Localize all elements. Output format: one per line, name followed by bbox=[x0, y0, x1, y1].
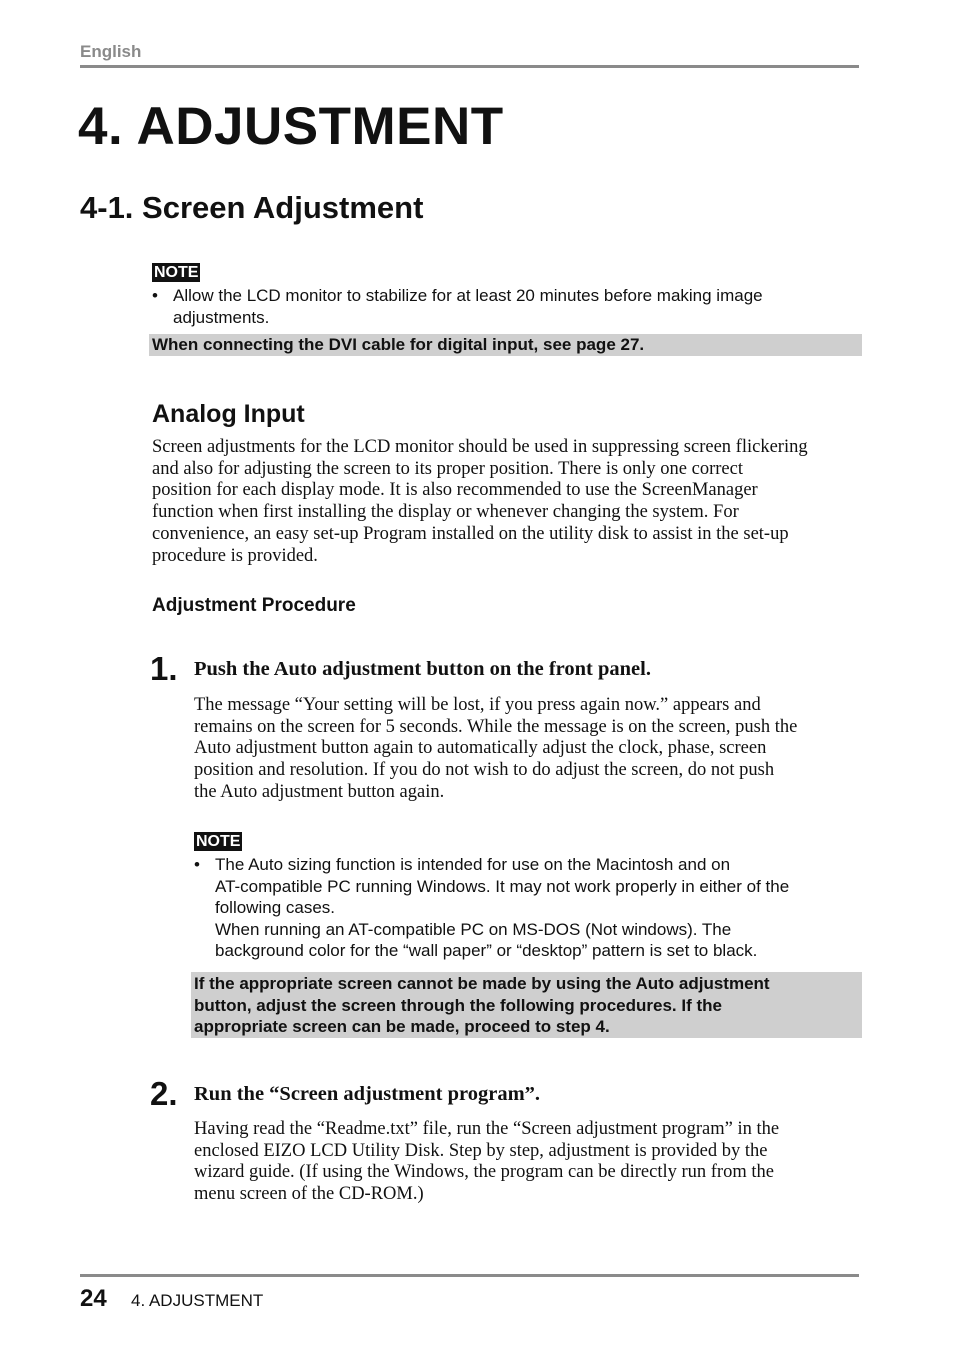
footer-rule bbox=[80, 1274, 859, 1277]
step-1-title: Push the Auto adjustment button on the front panel. bbox=[194, 658, 651, 680]
note-tag: NOTE bbox=[154, 264, 199, 281]
paragraph-line: Having read the “Readme.txt” file, run the “Screen adjustment program” in the bbox=[194, 1119, 780, 1139]
note-2-line: background color for the “wall paper” or “desktop” pattern is set to black. bbox=[215, 941, 758, 960]
analog-input-heading: Analog Input bbox=[152, 400, 305, 428]
section-title: 4-1. Screen Adjustment bbox=[80, 190, 424, 225]
note-1-line: Allow the LCD monitor to stabilize for at least 20 minutes before making image bbox=[173, 286, 763, 305]
note-block-2 bbox=[194, 832, 242, 851]
note-2-line: The Auto sizing function is intended for use on the Macintosh and on bbox=[215, 855, 731, 874]
step-1-number: 1. bbox=[150, 650, 178, 687]
paragraph-line: Auto adjustment button again to automatically adjust the clock, phase, screen bbox=[194, 738, 767, 759]
note-1-bullet bbox=[152, 285, 852, 329]
paragraph-line: position and resolution. If you do not wish to do adjust the screen, do not push bbox=[194, 760, 775, 781]
note-1-line: adjustments. bbox=[173, 307, 270, 327]
warning-line: If the appropriate screen cannot be made by using the Auto adjustment bbox=[194, 974, 770, 993]
dvi-note-shaded bbox=[149, 334, 862, 356]
note-2-line: AT-compatible PC running Windows. It may not work properly in either of the bbox=[215, 876, 790, 896]
note-2-line: following cases. bbox=[215, 898, 336, 917]
paragraph-line: Screen adjustments for the LCD monitor should be used in suppressing screen flickering bbox=[152, 437, 808, 457]
paragraph-line: function when first installing the display or whenever changing the system. For bbox=[152, 502, 739, 523]
note-tag: NOTE bbox=[196, 833, 241, 850]
step-2-paragraph bbox=[194, 1119, 859, 1206]
paragraph-line: procedure is provided. bbox=[152, 545, 318, 566]
paragraph-line: and also for adjusting the screen to its proper position. There is only one correct bbox=[152, 458, 743, 479]
paragraph-line: wizard guide. (If using the Windows, the program can be directly run from the bbox=[194, 1162, 774, 1183]
header-rule bbox=[80, 65, 859, 68]
paragraph-line: position for each display mode. It is also recommended to use the ScreenManager bbox=[152, 480, 758, 501]
step-2-number: 2. bbox=[150, 1075, 178, 1112]
bullet-icon: • bbox=[194, 855, 200, 874]
warning-line: button, adjust the screen through the following procedures. If the bbox=[194, 995, 722, 1015]
paragraph-line: the Auto adjustment button again. bbox=[194, 781, 445, 802]
paragraph-line: convenience, an easy set-up Program installed on the utility disk to assist in the set-up bbox=[152, 523, 789, 544]
adjustment-procedure-heading: Adjustment Procedure bbox=[152, 595, 356, 616]
note-2-line: When running an AT-compatible PC on MS-DOS (Not windows). The bbox=[215, 919, 732, 939]
note-block-1 bbox=[152, 263, 200, 282]
chapter-title: 4. ADJUSTMENT bbox=[78, 97, 504, 156]
bullet-icon: • bbox=[152, 286, 158, 305]
language-label: English bbox=[80, 42, 142, 61]
auto-adjust-warning-shaded bbox=[191, 972, 862, 1038]
dvi-note-text: When connecting the DVI cable for digital input, see page 27. bbox=[152, 335, 645, 354]
step-2-title: Run the “Screen adjustment program”. bbox=[194, 1083, 541, 1105]
paragraph-line: enclosed EIZO LCD Utility Disk. Step by step, adjustment is provided by the bbox=[194, 1140, 768, 1161]
warning-line: appropriate screen can be made, proceed to step 4. bbox=[194, 1017, 610, 1036]
paragraph-line: The message “Your setting will be lost, if you press again now.” appears and bbox=[194, 695, 761, 715]
step-1-paragraph bbox=[194, 695, 859, 804]
paragraph-line: remains on the screen for 5 seconds. While the message is on the screen, push the bbox=[194, 716, 798, 737]
note-2-bullet bbox=[194, 854, 859, 964]
page-number: 24 bbox=[80, 1285, 107, 1312]
footer-chapter-title: 4. ADJUSTMENT bbox=[131, 1291, 264, 1310]
analog-input-paragraph bbox=[152, 437, 862, 567]
paragraph-line: menu screen of the CD-ROM.) bbox=[194, 1184, 424, 1205]
